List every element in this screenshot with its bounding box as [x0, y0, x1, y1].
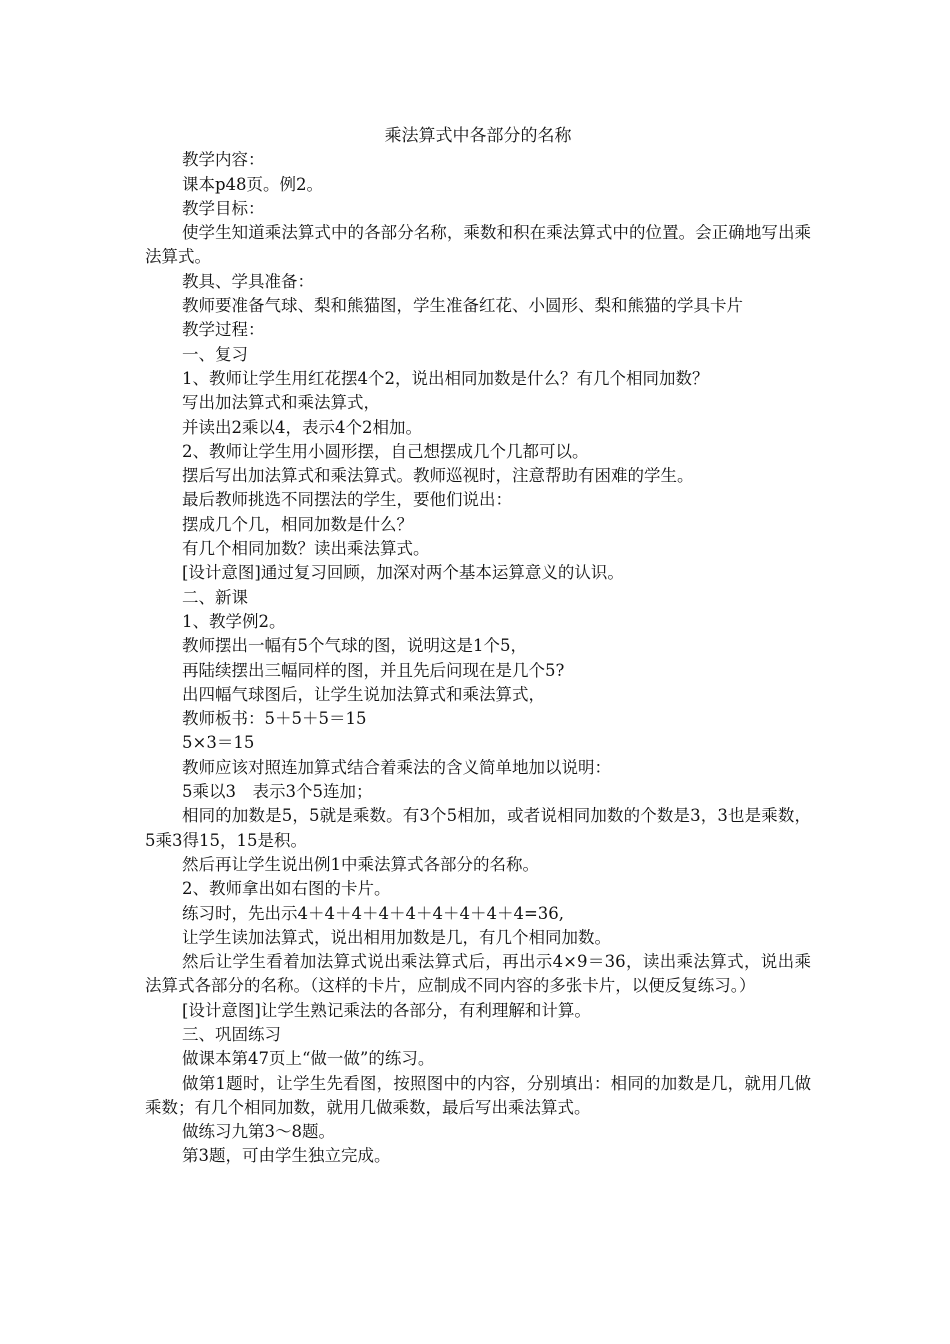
paragraph: 1、教师让学生用红花摆4个2，说出相同加数是什么？有几个相同加数？	[182, 368, 709, 388]
design-intent-note: [设计意图]让学生熟记乘法的各部分，有利理解和计算。	[182, 1000, 591, 1020]
paragraph: 2、教师拿出如右图的卡片。	[182, 879, 391, 899]
paragraph: 教学目标：	[182, 198, 265, 218]
document-page	[145, 124, 811, 1169]
design-intent-note: [设计意图]通过复习回顾，加深对两个基本运算意义的认识。	[182, 563, 624, 583]
paragraph: 然后再让学生说出例1中乘法算式各部分的名称。	[182, 854, 539, 874]
paragraph: 教师板书：5＋5＋5＝15	[182, 709, 367, 729]
paragraph: 使学生知道乘法算式中的各部分名称，乘数和积在乘法算式中的位置。会正确地写出乘法算式。	[145, 223, 811, 267]
paragraph: 有几个相同加数？读出乘法算式。	[182, 539, 430, 559]
paragraph: 写出加法算式和乘法算式，	[182, 393, 380, 413]
paragraph: 第3题，可由学生独立完成。	[182, 1146, 391, 1166]
paragraph: 课本p48页。例2。	[182, 174, 324, 194]
paragraph: 5×3＝15	[182, 733, 255, 753]
paragraph: 摆成几个几，相同加数是什么？	[182, 514, 413, 534]
paragraph: 再陆续摆出三幅同样的图，并且先后问现在是几个5?	[182, 660, 565, 680]
paragraph: 教学内容：	[182, 150, 265, 170]
paragraph: 教师要准备气球、梨和熊猫图，学生准备红花、小圆形、梨和熊猫的学具卡片	[182, 296, 743, 316]
section-heading: 三、巩固练习	[182, 1024, 281, 1044]
paragraph: 教师摆出一幅有5个气球的图，说明这是1个5，	[182, 636, 527, 656]
paragraph: 教学过程：	[182, 320, 265, 340]
paragraph: 2、教师让学生用小圆形摆，自己想摆成几个几都可以。	[182, 441, 589, 461]
paragraph: 做第1题时，让学生先看图，按照图中的内容，分别填出：相同的加数是几，就用几做乘数；有几个相同加数，就用几做乘数，最后写出乘法算式。	[145, 1073, 811, 1117]
paragraph: 做课本第47页上“做一做”的练习。	[182, 1049, 435, 1069]
paragraph: 并读出2乘以4，表示4个2相加。	[182, 417, 422, 437]
paragraph: 5乘以3 表示3个5连加；	[182, 782, 373, 802]
section-heading: 一、复习	[182, 344, 248, 364]
paragraph: 让学生读加法算式，说出相用加数是几，有几个相同加数。	[182, 927, 611, 947]
paragraph: 做练习九第3～8题。	[182, 1122, 335, 1142]
paragraph: 教具、学具准备：	[182, 271, 314, 291]
paragraph: 然后让学生看着加法算式说出乘法算式后，再出示4×9＝36，读出乘法算式，说出乘法算式各部分的名称。（这样的卡片，应制成不同内容的多张卡片，以便反复练习。）	[145, 952, 811, 996]
paragraph: 教师应该对照连加算式结合着乘法的含义简单地加以说明：	[182, 757, 611, 777]
paragraph: 相同的加数是5，5就是乘数。有3个5相加，或者说相同加数的个数是3，3也是乘数，5乘3得15，15是积。	[145, 806, 811, 850]
paragraph: 摆后写出加法算式和乘法算式。教师巡视时，注意帮助有困难的学生。	[182, 466, 694, 486]
document-title: 乘法算式中各部分的名称	[384, 126, 572, 146]
paragraph: 出四幅气球图后，让学生说加法算式和乘法算式，	[182, 684, 545, 704]
paragraph: 练习时，先出示4＋4＋4＋4＋4＋4＋4＋4＋4=36,	[182, 903, 565, 923]
paragraph: 最后教师挑选不同摆法的学生，要他们说出：	[182, 490, 512, 510]
paragraph: 1、教学例2。	[182, 611, 286, 631]
section-heading: 二、新课	[182, 587, 248, 607]
